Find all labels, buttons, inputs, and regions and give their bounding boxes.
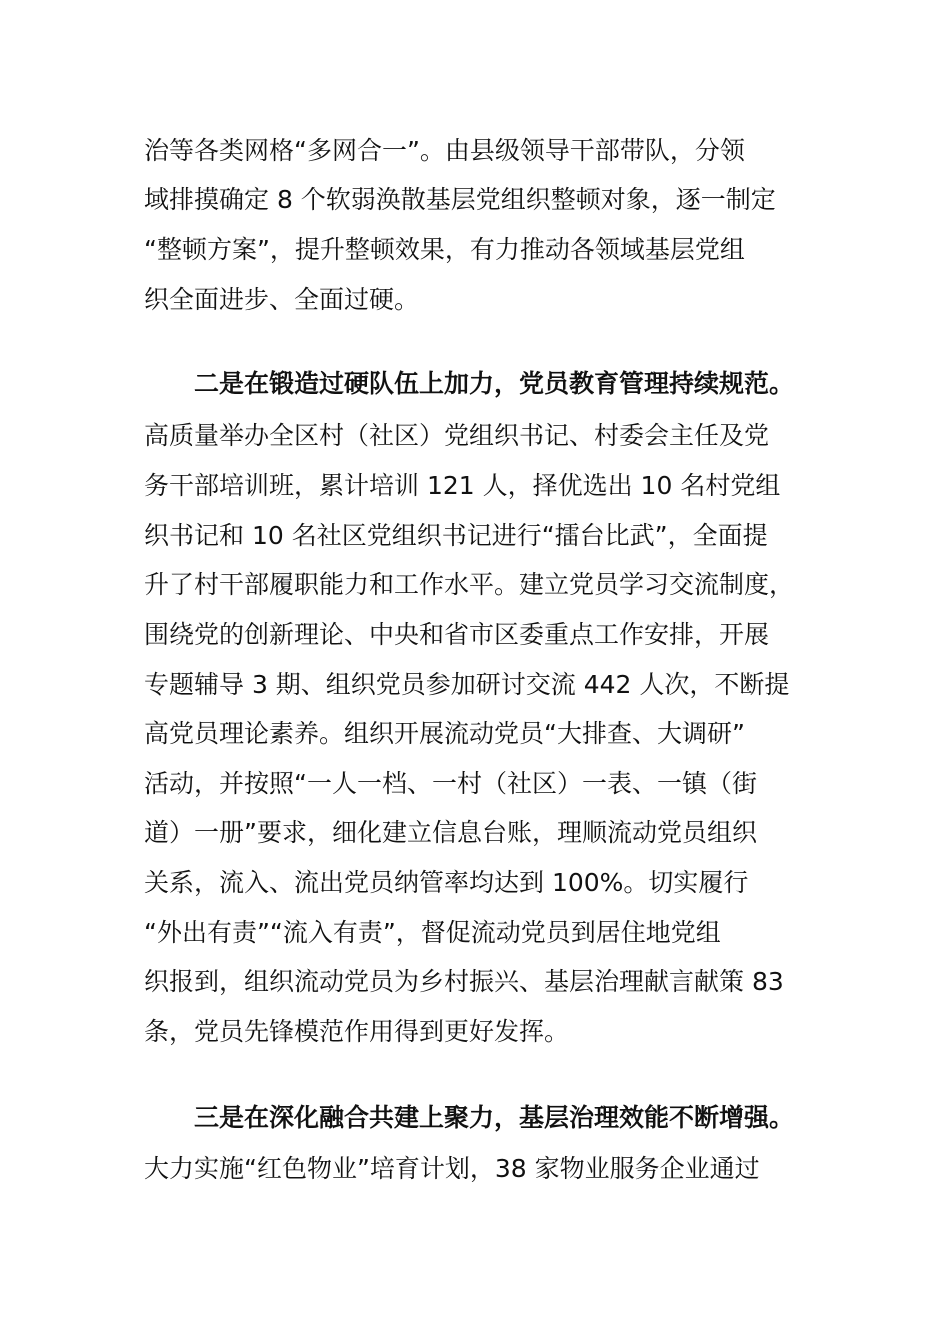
paragraph-1-line-1: 治等各类网格“多网合一”。由县级领导干部带队，分领 — [144, 136, 745, 165]
paragraph-2-heading: 二是在锻造过硬队伍上加力，党员教育管理持续规范。 — [194, 369, 795, 398]
paragraph-1-line-4: 织全面进步、全面过硬。 — [144, 285, 420, 314]
paragraph-2-line-3: 织书记和 10 名社区党组织书记进行“擂台比武”，全面提 — [144, 521, 768, 550]
paragraph-1-line-2: 域排摸确定 8 个软弱涣散基层党组织整顿对象，逐一制定 — [144, 185, 776, 214]
paragraph-3-heading: 三是在深化融合共建上聚力，基层治理效能不断增强。 — [194, 1103, 795, 1132]
paragraph-2-line-6: 专题辅导 3 期、组织党员参加研讨交流 442 人次，不断提 — [144, 670, 790, 699]
paragraph-2-line-4: 升了村干部履职能力和工作水平。建立党员学习交流制度， — [144, 570, 795, 599]
paragraph-2-line-10: 关系，流入、流出党员纳管率均达到 100%。切实履行 — [144, 868, 749, 897]
paragraph-2-line-7: 高党员理论素养。组织开展流动党员“大排查、大调研” — [144, 719, 745, 748]
paragraph-2-line-11: “外出有责”“流入有责”，督促流动党员到居住地党组 — [144, 918, 721, 947]
paragraph-2-line-13: 条，党员先锋模范作用得到更好发挥。 — [144, 1017, 570, 1046]
paragraph-1-line-3: “整顿方案”，提升整顿效果，有力推动各领域基层党组 — [144, 235, 745, 264]
paragraph-3-line-1: 大力实施“红色物业”培育计划，38 家物业服务企业通过 — [144, 1154, 760, 1183]
paragraph-2-line-1: 高质量举办全区村（社区）党组织书记、村委会主任及党 — [144, 421, 770, 450]
paragraph-2-line-2: 务干部培训班，累计培训 121 人，择优选出 10 名村党组 — [144, 471, 781, 500]
paragraph-2-line-9: 道）一册”要求，细化建立信息台账，理顺流动党员组织 — [144, 818, 757, 847]
paragraph-2-line-5: 围绕党的创新理论、中央和省市区委重点工作安排，开展 — [144, 620, 770, 649]
paragraph-2-line-8: 活动，并按照“一人一档、一村（社区）一表、一镇（街 — [144, 769, 757, 798]
paragraph-2-line-12: 织报到，组织流动党员为乡村振兴、基层治理献言献策 83 — [144, 967, 784, 996]
